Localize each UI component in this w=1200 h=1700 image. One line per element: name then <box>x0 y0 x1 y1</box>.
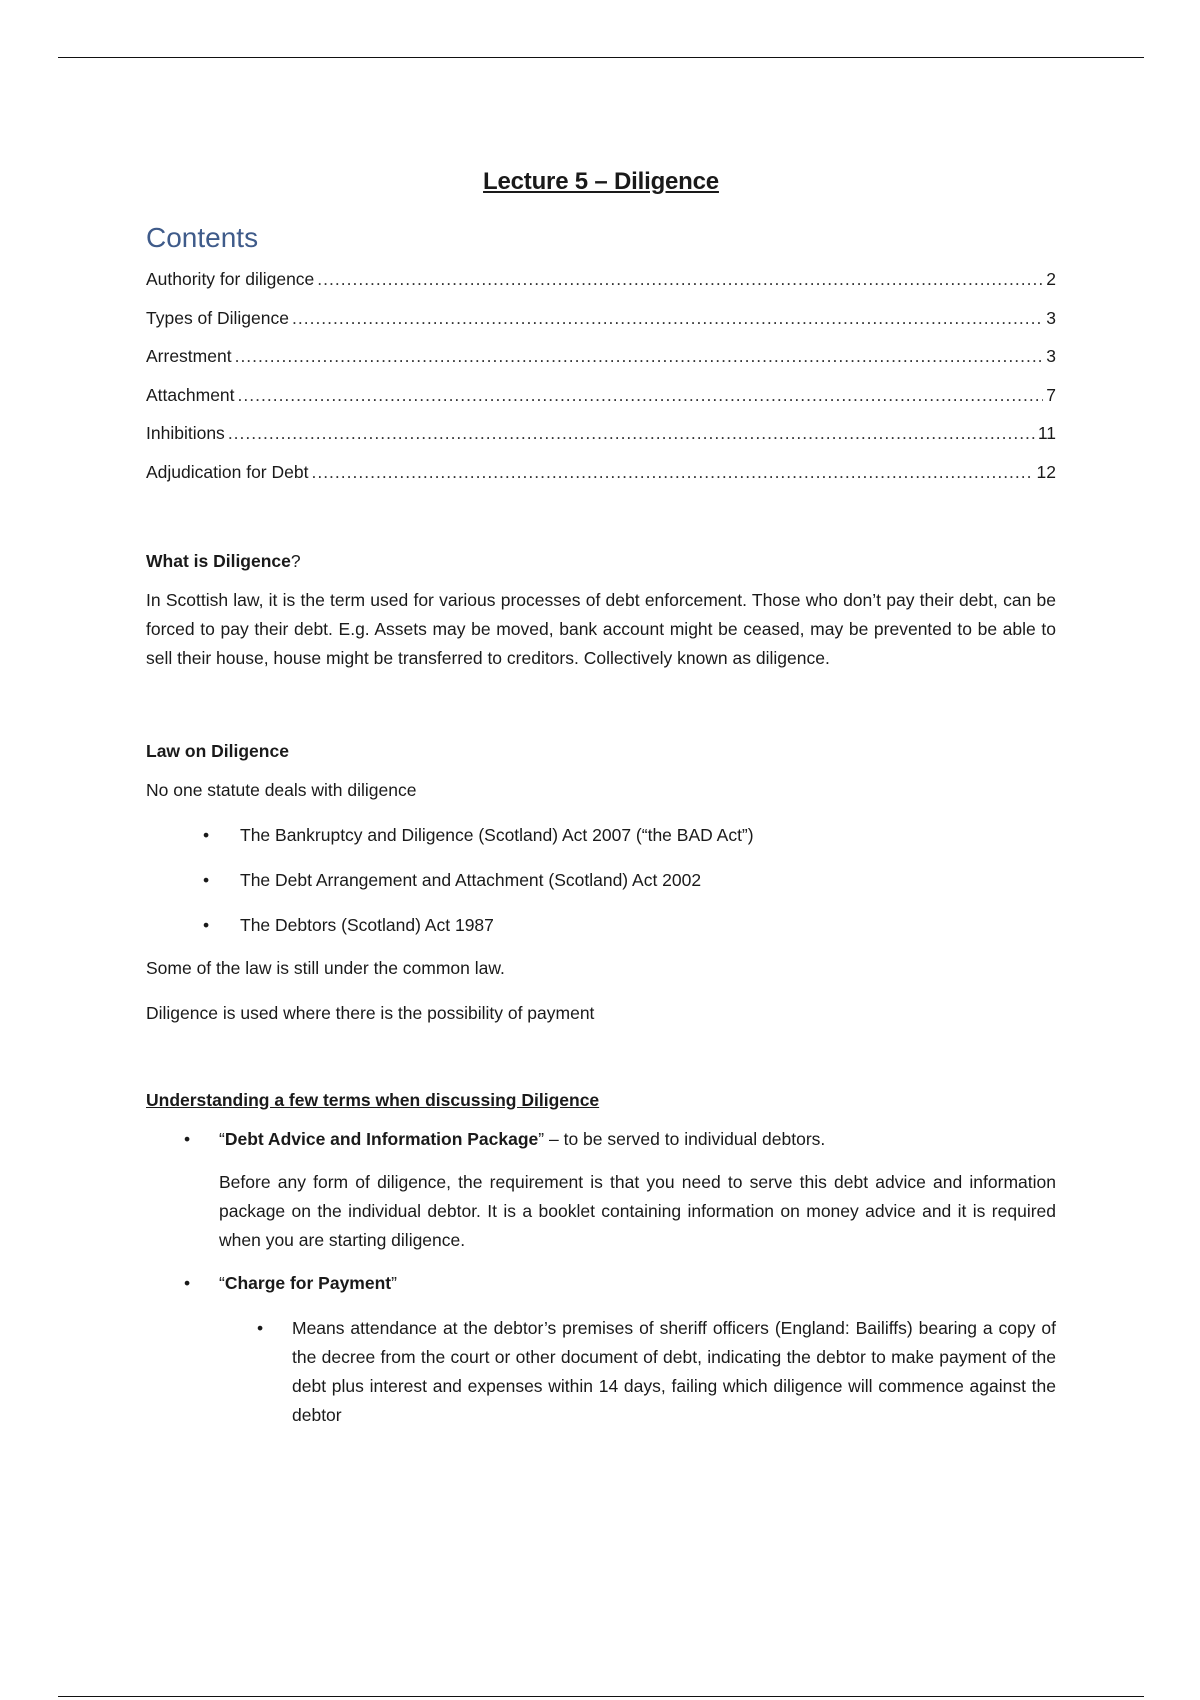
list-item <box>146 1269 1056 1430</box>
toc-label: Authority for diligence <box>146 269 315 289</box>
toc-label: Adjudication for Debt <box>146 461 309 482</box>
footer-rule <box>58 1696 1144 1697</box>
toc-page-number: 7 <box>1046 384 1056 405</box>
term-detail: Before any form of diligence, the requirement is that you need to serve this debt advice and information package on the individual debtor. It is a booklet containing information on money advice and it is required when you are starting diligence. <box>219 1172 1056 1250</box>
term-close-quote: ” <box>391 1273 397 1293</box>
statute-text: The Debt Arrangement and Attachment (Scotland) Act 2002 <box>240 870 702 890</box>
terms-list <box>146 1125 1056 1430</box>
page-title: Lecture 5 – Diligence <box>483 168 719 195</box>
statute-text: The Debtors (Scotland) Act 1987 <box>240 915 494 935</box>
toc-leader <box>238 376 1044 415</box>
law-heading: Law on Diligence <box>146 741 289 761</box>
toc-leader <box>311 453 1033 492</box>
statute-text: The Bankruptcy and Diligence (Scotland) Act 2007 (“the BAD Act”) <box>240 825 754 845</box>
term-open-quote: “ <box>219 1273 225 1293</box>
header-rule <box>58 57 1144 58</box>
toc-page-number: 3 <box>1046 307 1056 328</box>
common-law-note: Some of the law is still under the common law. <box>146 958 505 978</box>
document-page <box>146 168 1056 1430</box>
list-item <box>146 1125 1056 1255</box>
toc-label: Inhibitions <box>146 423 225 443</box>
statute-list <box>146 821 1056 940</box>
what-is-body: In Scottish law, it is the term used for various processes of debt enforcement. Those who don’t pay their debt, can be forced to pay their debt. E.g. Assets may be moved, bank account might be ceased, may be prevented to be able to sell their house, house might be transferred to creditors. Collectively known as diligence. <box>146 590 1056 668</box>
list-item <box>219 1314 1056 1430</box>
list-item <box>146 866 1056 895</box>
term-name: Charge for Payment <box>224 1273 392 1293</box>
term-open-quote: “ <box>219 1129 225 1149</box>
toc-leader <box>228 414 1035 453</box>
toc-label: Attachment <box>146 384 235 405</box>
term-suffix: – to be served to individual debtors. <box>544 1129 826 1149</box>
toc-label: Arrestment <box>146 346 232 366</box>
toc-page-number: 12 <box>1036 461 1056 482</box>
toc-page-number: 3 <box>1046 346 1056 366</box>
toc-label: Types of Diligence <box>146 307 289 328</box>
what-is-heading-suffix: ? <box>290 551 301 571</box>
bullet-icon: • <box>203 825 210 845</box>
term-sub-detail: Means attendance at the debtor’s premises of sheriff officers (England: Bailiffs) bearing a copy of the decree from the court or other document of debt, indicating the debtor to make payment of the debt plus interest and expenses within 14 days, failing which diligence will commence against the debtor <box>292 1318 1056 1425</box>
toc-leader <box>235 337 1044 376</box>
what-is-heading <box>146 551 1056 572</box>
toc-leader <box>317 260 1043 299</box>
toc-entry-attachment[interactable] <box>146 376 1056 415</box>
what-is-heading-text: What is Diligence <box>146 551 291 571</box>
list-item <box>146 821 1056 850</box>
bullet-icon: • <box>203 870 210 890</box>
bullet-icon: • <box>203 915 210 935</box>
toc-entry-inhibitions[interactable] <box>146 414 1056 453</box>
table-of-contents <box>146 260 1056 491</box>
bullet-icon: • <box>184 1273 191 1293</box>
sub-list <box>219 1314 1056 1430</box>
bullet-icon: • <box>257 1318 264 1338</box>
law-intro: No one statute deals with diligence <box>146 780 417 800</box>
toc-page-number: 2 <box>1046 269 1056 289</box>
toc-entry-authority[interactable] <box>146 260 1056 299</box>
toc-leader <box>292 299 1043 338</box>
contents-heading: Contents <box>146 222 259 253</box>
term-close-quote: ” <box>538 1129 545 1149</box>
list-item <box>146 911 1056 940</box>
toc-entry-types[interactable] <box>146 299 1056 338</box>
terms-heading: Understanding a few terms when discussing Diligence <box>146 1090 600 1110</box>
toc-entry-adjudication[interactable] <box>146 453 1056 492</box>
toc-entry-arrestment[interactable] <box>146 337 1056 376</box>
term-name: Debt Advice and Information Package <box>224 1129 539 1149</box>
bullet-icon: • <box>184 1129 191 1149</box>
possibility-note: Diligence is used where there is the possibility of payment <box>146 1003 595 1023</box>
toc-page-number: 11 <box>1037 423 1056 443</box>
